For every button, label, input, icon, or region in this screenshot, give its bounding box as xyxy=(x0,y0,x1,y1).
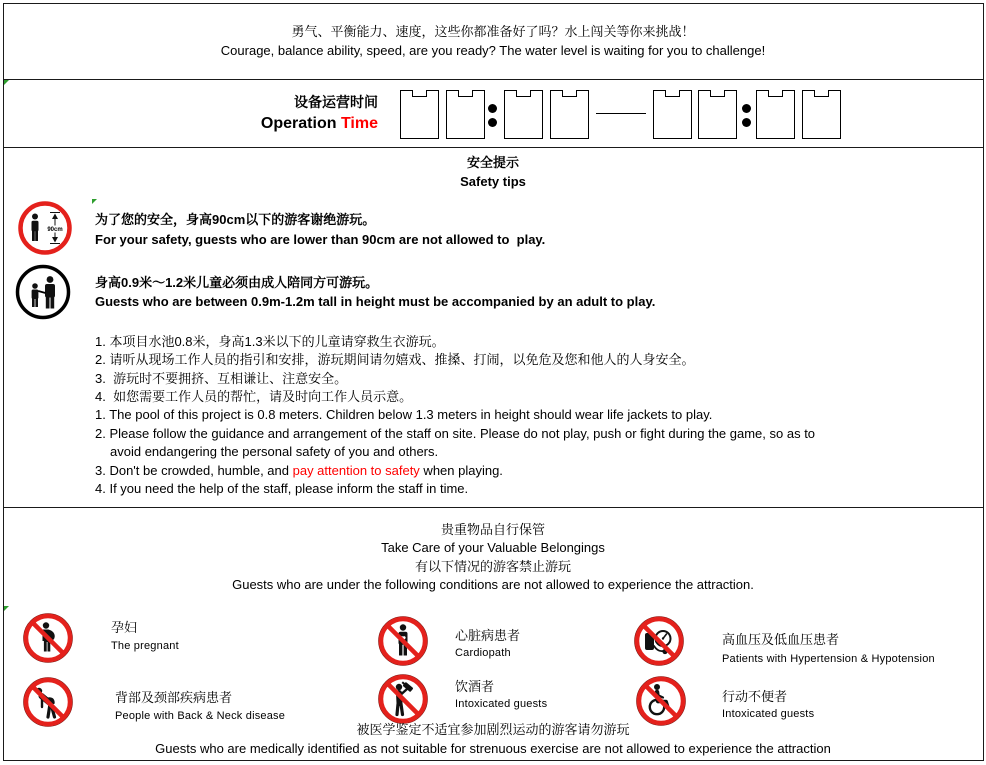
height-limit-label: 90cm xyxy=(47,227,63,234)
adult-accompany-child-icon xyxy=(15,264,71,320)
medical-footer-zh: 被医学鉴定不适宜参加剧烈运动的游客请勿游玩 xyxy=(356,722,630,737)
restriction-cardiopath-en: Cardiopath xyxy=(455,647,511,659)
border-bottom xyxy=(3,760,984,761)
notice-height-limit-en: For your safety, guests who are lower than 90cm are not allowed to play. xyxy=(95,232,546,247)
section-divider xyxy=(3,147,984,148)
time-label: Time xyxy=(340,115,378,132)
operation-time-label-zh: 设备运营时间 xyxy=(294,94,378,110)
time-digit-slot xyxy=(504,90,543,139)
restriction-hypertension-zh: 高血压及低血压患者 xyxy=(722,632,840,647)
operation-label: Operation xyxy=(260,115,337,132)
section-divider xyxy=(3,79,984,80)
colon-dot xyxy=(742,104,751,113)
safety-title-en: Safety tips xyxy=(460,174,526,189)
border-top xyxy=(3,3,984,4)
restrictions-subtitle-zh: 有以下情况的游客禁止游玩 xyxy=(414,559,571,574)
time-digit-slot xyxy=(756,90,795,139)
colon-dot xyxy=(488,118,497,127)
header-slogan-en: Courage, balance ability, speed, are you ready? The water level is waiting for you to challenge! xyxy=(220,43,766,58)
time-digit-slot xyxy=(802,90,841,139)
cell-comment-marker xyxy=(4,606,9,611)
valuables-title-en: Take Care of your Valuable Belongings xyxy=(381,540,605,555)
no-pregnant-icon xyxy=(23,613,73,663)
rule-en-3-text-end: when playing. xyxy=(419,463,503,478)
rule-zh-4: 4. 如您需要工作人员的帮忙，请及时向工作人员示意。 xyxy=(95,389,413,404)
no-intoxicated-icon xyxy=(378,674,428,724)
time-digit-slot xyxy=(400,90,439,139)
no-wheelchair-icon xyxy=(636,676,686,726)
restriction-cardiopath-zh: 心脏病患者 xyxy=(455,628,521,643)
section-divider xyxy=(3,507,984,508)
rule-en-4: 4. If you need the help of the staff, please inform the staff in time. xyxy=(95,481,469,496)
rule-zh-2: 2. 请听从现场工作人员的指引和安排，游玩期间请勿嬉戏、推搡、打闹，以免危及您和他人的人身安全。 xyxy=(95,352,695,367)
no-cardiopath-icon xyxy=(378,616,428,666)
rule-zh-1: 1. 本项目水池0.8米，身高1.3米以下的儿童请穿救生衣游玩。 xyxy=(95,334,445,349)
cell-comment-marker xyxy=(92,199,97,204)
operation-time-label-en xyxy=(170,114,378,134)
rule-en-3-highlight: pay attention to safety xyxy=(292,463,420,478)
restriction-pregnant-zh: 孕妇 xyxy=(111,620,138,635)
colon-dot xyxy=(488,104,497,113)
time-range-dash xyxy=(596,113,646,114)
time-digit-slot xyxy=(550,90,589,139)
border-left xyxy=(3,3,4,761)
rule-en-1: 1. The pool of this project is 0.8 meters. Children below 1.3 meters in height should wear life jackets to play. xyxy=(95,407,713,422)
rule-zh-3: 3. 游玩时不要拥挤、互相谦让、注意安全。 xyxy=(95,371,348,386)
restriction-mobility-zh: 行动不便者 xyxy=(722,689,788,704)
restriction-intoxicated-zh: 饮酒者 xyxy=(455,679,495,694)
cell-comment-marker xyxy=(4,80,9,85)
restriction-back-neck-zh: 背部及颈部疾病患者 xyxy=(115,690,233,705)
time-digit-slot xyxy=(698,90,737,139)
safety-title-zh: 安全提示 xyxy=(466,155,519,170)
no-back-neck-disease-icon xyxy=(23,677,73,727)
valuables-title-zh: 贵重物品自行保管 xyxy=(440,522,545,537)
rule-en-3-text: 3. Don't be crowded, humble, and xyxy=(95,463,293,478)
colon-dot xyxy=(742,118,751,127)
rule-en-3 xyxy=(95,462,503,480)
restriction-intoxicated-en: Intoxicated guests xyxy=(455,698,548,710)
height-limit-90cm-icon xyxy=(18,201,72,255)
notice-height-limit-zh: 为了您的安全，身高90cm以下的游客谢绝游玩。 xyxy=(95,212,376,227)
rule-en-2: 2. Please follow the guidance and arrangement of the staff on site. Please do not play, push or fight during the game, so as to xyxy=(95,426,816,441)
rule-en-2-continued: avoid endangering the personal safety of you and others. xyxy=(110,444,439,459)
restriction-pregnant-en: The pregnant xyxy=(111,640,179,652)
medical-footer-en: Guests who are medically identified as not suitable for strenuous exercise are not allowed to experience the attraction xyxy=(155,741,831,756)
border-right xyxy=(983,3,984,761)
restriction-mobility-en: Intoxicated guests xyxy=(722,708,815,720)
restriction-back-neck-en: People with Back & Neck disease xyxy=(115,710,286,722)
time-digit-slot xyxy=(653,90,692,139)
time-digit-slot xyxy=(446,90,485,139)
notice-accompany-en: Guests who are between 0.9m-1.2m tall in height must be accompanied by an adult to play. xyxy=(95,294,656,309)
no-hypertension-icon xyxy=(634,616,684,666)
restrictions-subtitle-en: Guests who are under the following conditions are not allowed to experience the attraction. xyxy=(232,577,754,592)
notice-accompany-zh: 身高0.9米～1.2米儿童必须由成人陪同方可游玩。 xyxy=(95,275,379,290)
restriction-hypertension-en: Patients with Hypertension & Hypotension xyxy=(722,653,935,665)
header-slogan-zh: 勇气、平衡能力、速度，这些你都准备好了吗？水上闯关等你来挑战！ xyxy=(291,24,695,39)
